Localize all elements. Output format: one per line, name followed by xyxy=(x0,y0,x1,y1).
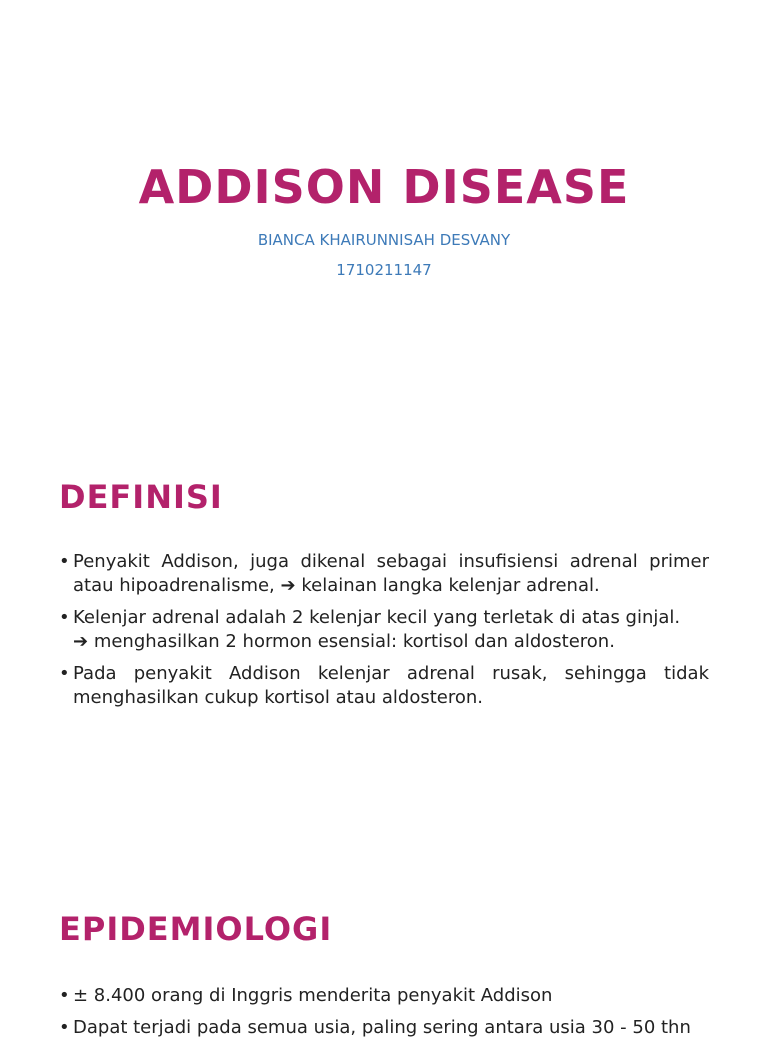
author-name: BIANCA KHAIRUNNISAH DESVANY xyxy=(257,231,511,249)
bullet-text: Penyakit Addison, juga dikenal sebagai insufisiensi adrenal primer atau hipoadrenalisme, xyxy=(73,551,709,596)
definisi-bullet-2 xyxy=(59,606,709,654)
definisi-heading: DEFINISI xyxy=(59,478,223,516)
bullet-marker: • xyxy=(59,985,70,1006)
bullet-marker: • xyxy=(59,551,70,572)
arrow-right-icon: ➔ xyxy=(280,575,296,596)
definisi-slide xyxy=(0,430,768,862)
presentation-title: ADDISON DISEASE xyxy=(138,160,630,214)
bullet-text: kelainan langka kelenjar adrenal. xyxy=(301,575,600,596)
definisi-bullet-list xyxy=(59,550,709,718)
bullet-marker: • xyxy=(59,1017,70,1038)
epidemiologi-heading: EPIDEMIOLOGI xyxy=(59,910,333,948)
title-slide xyxy=(0,0,768,430)
definisi-bullet-1 xyxy=(59,550,709,598)
student-id: 1710211147 xyxy=(336,261,432,279)
epidemiologi-slide xyxy=(0,862,768,1038)
bullet-marker: • xyxy=(59,607,70,628)
bullet-text: ± 8.400 orang di Inggris menderita penyakit Addison xyxy=(73,985,553,1006)
definisi-bullet-3 xyxy=(59,662,709,710)
epidemiologi-bullet-2 xyxy=(59,1016,709,1040)
bullet-text: Dapat terjadi pada semua usia, paling sering antara usia 30 - 50 thn xyxy=(73,1017,691,1038)
bullet-marker: • xyxy=(59,663,70,684)
bullet-text: Kelenjar adrenal adalah 2 kelenjar kecil yang terletak di atas ginjal. xyxy=(73,607,681,628)
bullet-text: menghasilkan 2 hormon esensial: kortisol dan aldosteron. xyxy=(93,631,615,652)
epidemiologi-bullet-1 xyxy=(59,984,709,1008)
epidemiologi-bullet-list xyxy=(59,984,709,1048)
arrow-right-icon: ➔ xyxy=(73,631,89,652)
bullet-text: Pada penyakit Addison kelenjar adrenal rusak, sehingga tidak menghasilkan cukup kortisol atau aldosteron. xyxy=(73,663,709,708)
